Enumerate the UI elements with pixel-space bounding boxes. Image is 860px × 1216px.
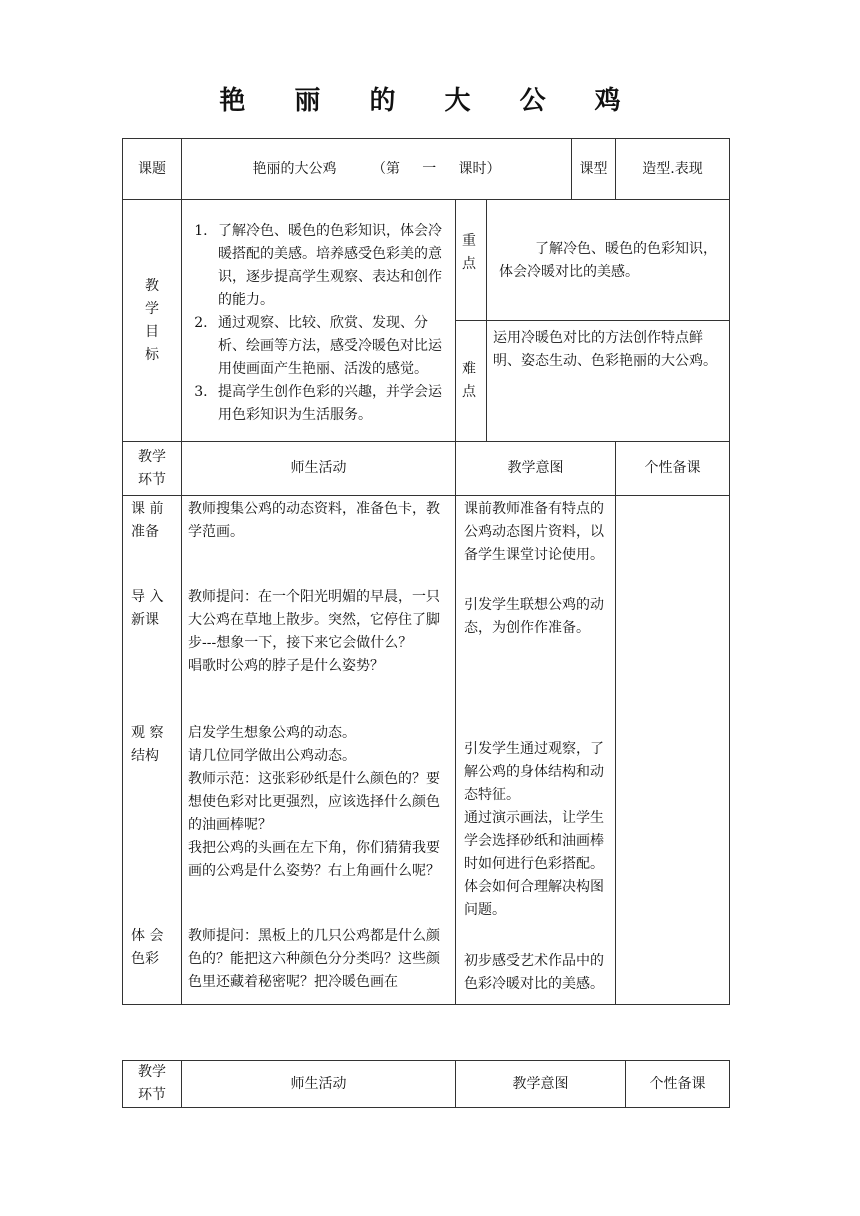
type-label: 课型 xyxy=(572,139,616,200)
body-row xyxy=(123,496,730,1005)
col-stage-2-text: 教学 环节 xyxy=(138,1064,166,1103)
col-activity: 师生活动 xyxy=(182,442,456,496)
activity-feel: 教师提问：黑板上的几只公鸡都是什么颜色的？能把这六种颜色分分类吗？这些颜色里还藏着秘密呢？把冷暖色画在 xyxy=(188,928,440,990)
goals-list-cell xyxy=(182,200,456,442)
type-value: 造型.表现 xyxy=(616,139,730,200)
topic-value: 艳丽的大公鸡 （第 一 课时） xyxy=(182,139,572,200)
topic-label: 课题 xyxy=(123,139,182,200)
stage-intro: 导 入 新课 xyxy=(131,589,164,628)
stage-observe: 观 察 结构 xyxy=(131,725,164,764)
goal-item: 2. 通过观察、比较、欣赏、发现、分析、绘画等方法，感受冷暖色对比运用使画面产生艳丽、活泼的感觉。 xyxy=(212,312,449,381)
topic-row xyxy=(123,139,730,200)
col-intent: 教学意图 xyxy=(456,442,616,496)
column-header-row xyxy=(123,442,730,496)
intent-prep: 课前教师准备有特点的公鸡动态图片资料，以备学生课堂讨论使用。 xyxy=(464,501,604,563)
activity-prep: 教师搜集公鸡的动态资料，准备色卡，教学范画。 xyxy=(188,501,440,540)
column-header-row-2 xyxy=(123,1061,730,1108)
col-stage-text: 教学 环节 xyxy=(138,448,166,488)
key-label xyxy=(456,200,487,321)
stage-prep: 课 前 准备 xyxy=(131,501,164,540)
page-title: 艳 丽 的 大 公 鸡 xyxy=(219,86,641,116)
key-text xyxy=(487,200,730,321)
activity-cell xyxy=(182,496,456,1005)
col-stage xyxy=(123,442,182,496)
goal-item: 1. 了解冷色、暖色的色彩知识，体会冷暖搭配的美感。培养感受色彩美的意识，逐步提高学生观察、表达和创作的能力。 xyxy=(212,220,449,312)
intent-observe: 引发学生通过观察，了解公鸡的身体结构和动态特征。 通过演示画法，让学生学会选择砂纸和油画棒时如何进行色彩搭配。 体会如何合理解决构图问题。 xyxy=(464,741,604,918)
stage-cell xyxy=(123,496,182,1005)
difficulty-label-text: 难 点 xyxy=(462,361,476,400)
stage-feel: 体 会 色彩 xyxy=(131,928,164,967)
activity-observe: 启发学生想象公鸡的动态。 请几位同学做出公鸡动态。 教师示范：这张彩砂纸是什么颜色的？要想使色彩对比更强烈，应该选择什么颜色的油画棒呢？ 我把公鸡的头画在左下角，你们猜猜我要画的公鸡是什么姿势？右上角画什么呢？ xyxy=(188,725,440,879)
lesson-plan-table-continued xyxy=(122,1060,730,1108)
goals-label xyxy=(123,200,182,442)
goals-list xyxy=(182,220,449,427)
goals-row xyxy=(123,200,730,321)
intent-cell xyxy=(456,496,616,1005)
difficulty-text-value: 运用冷暖色对比的方法创作特点鲜明、姿态生动、色彩艳丽的大公鸡。 xyxy=(493,330,717,369)
intent-feel: 初步感受艺术作品中的色彩冷暖对比的美感。 xyxy=(464,953,604,992)
activity-intro: 教师提问：在一个阳光明媚的早晨，一只大公鸡在草地上散步。突然，它停住了脚步---想象一下，接下来它会做什么？ 唱歌时公鸡的脖子是什么姿势？ xyxy=(188,589,440,674)
goals-label-text: 教 学 目 标 xyxy=(145,277,159,363)
col-activity-2: 师生活动 xyxy=(182,1061,456,1108)
personal-cell xyxy=(616,496,730,1005)
col-personal: 个性备课 xyxy=(616,442,730,496)
difficulty-label xyxy=(456,321,487,442)
key-text-value: 了解冷色、暖色的色彩知识，体会冷暖对比的美感。 xyxy=(499,241,717,280)
col-stage-2 xyxy=(123,1061,182,1108)
col-personal-2: 个性备课 xyxy=(626,1061,730,1108)
goal-item: 3. 提高学生创作色彩的兴趣，并学会运用色彩知识为生活服务。 xyxy=(212,381,449,427)
difficulty-text xyxy=(487,321,730,442)
lesson-plan-table xyxy=(122,138,730,1005)
key-label-text: 重 点 xyxy=(462,233,476,272)
intent-intro: 引发学生联想公鸡的动态，为创作作准备。 xyxy=(464,597,604,636)
col-intent-2: 教学意图 xyxy=(456,1061,626,1108)
